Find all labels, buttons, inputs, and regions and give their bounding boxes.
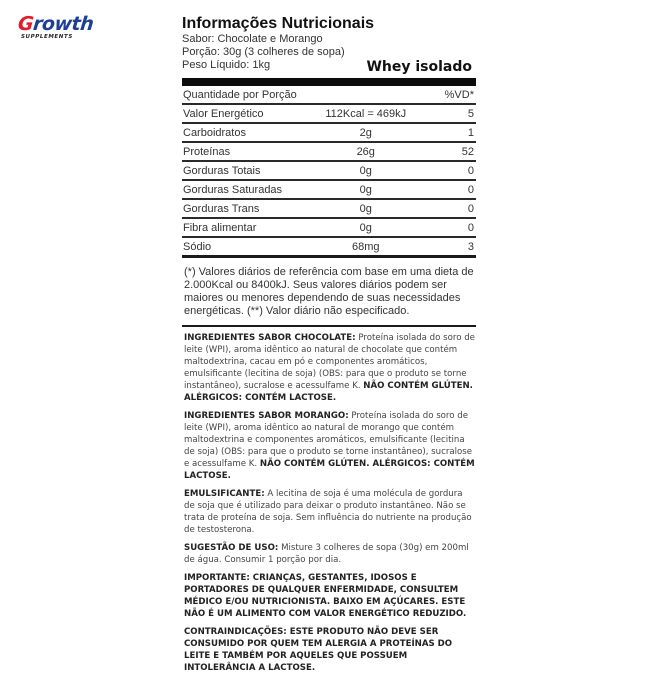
contraindications: CONTRAINDICAÇÕES: ESTE PRODUTO NÃO DEVE SER CONSUMIDO POR QUEM TEM ALERGIA A PROTEÍNAS DO LEITE E TAMBÉM POR AQUELES QUE POSSUEM INTOLERÂNCIA A LACTOSE. (184, 627, 453, 673)
nutrient-vd: 0 (417, 161, 476, 180)
nutrient-vd: 0 (417, 218, 476, 237)
ingredients-morango-warning: NÃO CONTÉM GLÚTEN. ALÉRGICOS: CONTÉM LACTOSE. (184, 459, 475, 481)
product-name: Whey isolado (366, 59, 472, 75)
usage-heading: SUGESTÃO DE USO: (184, 543, 279, 553)
table-row (182, 142, 476, 161)
nutrient-vd: 3 (417, 237, 476, 257)
nutrient-label: Sódio (182, 237, 314, 257)
ingredients-chocolate-warning: NÃO CONTÉM GLÚTEN. ALÉRGICOS: CONTÉM LACTOSE. (184, 381, 473, 403)
header-vd: %VD* (417, 86, 476, 104)
emulsifier-note (184, 488, 476, 536)
nutrient-label: Valor Energético (182, 104, 314, 123)
nutrient-amount: 68mg (314, 237, 417, 257)
nutrient-amount: 26g (314, 142, 417, 161)
logo-text (17, 13, 95, 35)
table-row (182, 199, 476, 218)
table-row (182, 237, 476, 257)
nutrient-label: Gorduras Trans (182, 199, 314, 218)
header-divider-bar (182, 78, 476, 86)
table-row (182, 218, 476, 237)
nutrient-label: Proteínas (182, 142, 314, 161)
ingredients-chocolate (184, 332, 476, 404)
nutrient-vd: 0 (417, 199, 476, 218)
net-weight-text: Peso Líquido: 1kg (182, 59, 271, 71)
nutrient-label: Gorduras Totais (182, 161, 314, 180)
logo-initial: G (16, 13, 35, 35)
logo-rest: rowth (32, 13, 95, 35)
nutrient-vd: 0 (417, 180, 476, 199)
table-row (182, 180, 476, 199)
usage-text: Misture 3 colheres de sopa (30g) em 200ml de água. Consumir 1 porção por dia. (184, 543, 469, 565)
important-warning: IMPORTANTE: CRIANÇAS, GESTANTES, IDOSOS E PORTADORES DE QUALQUER ENFERMIDADE, CONSULTEM MÉDICO E/OU NUTRICIONISTA. BAIXO EM AÇÚCARES. ESTE NÃO É UM ALIMENTO COM VALOR ENERGÉTICO REDUZIDO. (184, 573, 467, 619)
header-amount (314, 86, 417, 104)
ingredients-section (182, 332, 476, 674)
nutrient-label: Fibra alimentar (182, 218, 314, 237)
header-label: Quantidade por Porção (182, 86, 314, 104)
logo-subtitle: SUPPLEMENTS (21, 34, 73, 40)
ingredients-chocolate-heading: INGREDIENTES SABOR CHOCOLATE: (184, 333, 356, 343)
emulsifier-text: A lecitina de soja é uma molécula de gordura de soja que é utilizado para deixar o produto instantâneo. Não se trata de proteína de soja. Sem influência do nutriente na produção de testosterona. (184, 489, 472, 535)
nutrient-label: Gorduras Saturadas (182, 180, 314, 199)
portion-text: Porção: 30g (3 colheres de sopa) (182, 46, 345, 58)
daily-value-footnote: (*) Valores diários de referência com base em uma dieta de 2.000Kcal ou 8400kJ. Seus valores diários podem ser maiores ou menores dependendo de suas necessidades energéticas. (**) Valor diário não especificado. (182, 266, 476, 327)
table-row (182, 161, 476, 180)
nutrition-table (182, 86, 476, 258)
logo-wordmark (17, 15, 99, 34)
nutrient-amount: 0g (314, 199, 417, 218)
nutrient-amount: 0g (314, 218, 417, 237)
ingredients-morango-heading: INGREDIENTES SABOR MORANGO: (184, 411, 349, 421)
ingredients-morango-text: Proteína isolada do soro de leite (WPI), aroma idêntico ao natural de morango que contém maltodextrina e componentes aromáticos, emulsificante (lecitina de soja) (OBS: para que o produto se torne instantâneo), sucralose e acessulfame K. (184, 411, 473, 469)
nutrient-label: Carboidratos (182, 123, 314, 142)
nutrient-amount: 2g (314, 123, 417, 142)
usage-suggestion (184, 542, 476, 566)
nutrient-amount: 0g (314, 180, 417, 199)
table-header-row (182, 86, 476, 104)
page-title: Informações Nutricionais (182, 15, 375, 32)
ingredients-morango (184, 410, 476, 482)
nutrient-amount: 0g (314, 161, 417, 180)
brand-logo (18, 15, 98, 45)
nutrient-vd: 5 (417, 104, 476, 123)
nutrition-panel (182, 14, 476, 680)
emulsifier-heading: EMULSIFICANTE: (184, 489, 265, 499)
table-row (182, 123, 476, 142)
nutrient-amount: 112Kcal = 469kJ (314, 104, 417, 123)
ingredients-chocolate-text: Proteína isolada do soro de leite (WPI), aroma idêntico ao natural de chocolate que contém maltodextrina, cacau em pó e componentes aromáticos, emulsificante (lecitina de soja) (OBS: para que o produto se torne instantâneo), sucralose e acessulfame K. (184, 333, 475, 391)
flavor-text: Sabor: Chocolate e Morango (182, 33, 323, 45)
nutrient-vd: 52 (417, 142, 476, 161)
table-row (182, 104, 476, 123)
nutrient-vd: 1 (417, 123, 476, 142)
